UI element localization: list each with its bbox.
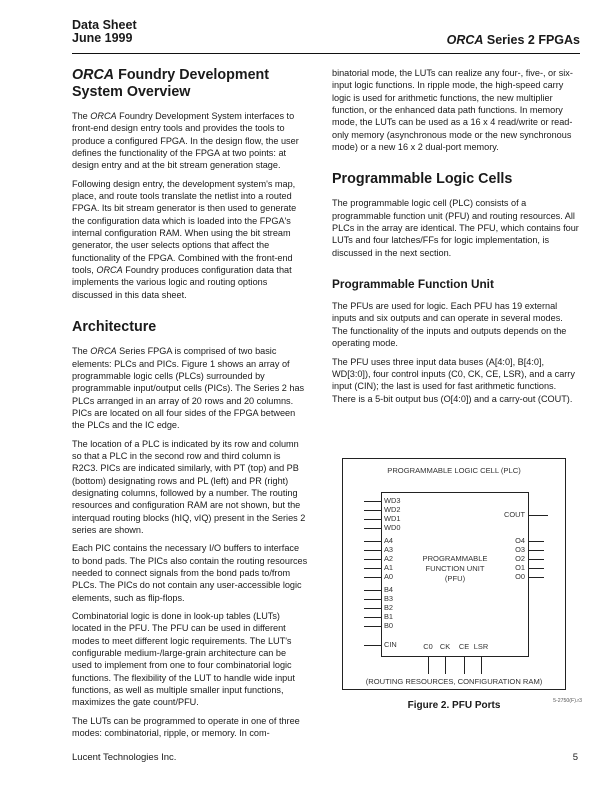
figure-caption: Figure 2. PFU Ports — [407, 700, 501, 711]
pin-label-o0: O0 — [515, 572, 525, 581]
pin-label-b0: B0 — [384, 621, 394, 630]
pin-line-c0 — [428, 656, 429, 674]
section-title-pfu: Programmable Function Unit — [332, 277, 494, 292]
paragraph: The location of a PLC is indicated by its row and column so that a PLC in the second row and third column is R2C3. PICs are indicated similarly, with PT (top) and PB (bottom) designating rows and PL (left) and PR (right) designating columns, followed by a number. The routing resources and configuration RAM are not shown, but the interquad routing blocks (hIQ, vIQ) present in the Series 2 series are shown. — [72, 438, 306, 535]
text-italic: ORCA — [90, 346, 117, 357]
text: The — [72, 346, 91, 357]
paragraph: The PFU uses three input data buses (A[4:0], B[4:0], WD[3:0]), four control inputs (C0, CK, CE, LSR), and a carry input (CIN); the last is used for fast arithmetic functions. There is a 5-bit output bus (O[4:0]) and a carry-out (COUT). — [332, 356, 575, 404]
pfu-label-line: PROGRAMMABLE — [422, 554, 488, 563]
pin-label-wd3: WD3 — [384, 496, 401, 505]
text-italic: ORCA — [96, 265, 123, 276]
pin-line-ck — [445, 656, 446, 674]
paragraph: The programmable logic cell (PLC) consists of a programmable function unit (PFU) and routing resources. All PLCs in the array are identical. The PFU, which contains four LUTs and four latches/FFs for logic implementation, is discussed in the next section. — [332, 198, 579, 258]
figure-code: 5-2750(F).r3 — [553, 698, 582, 704]
pin-label-o1: O1 — [515, 563, 525, 572]
pin-line-wd0 — [364, 528, 381, 529]
text: The — [72, 111, 91, 121]
pfu-label-line: FUNCTION UNIT — [425, 564, 485, 573]
pin-line-cout — [528, 515, 548, 516]
paragraph: The LUTs can be programmed to operate in one of three modes: combinatorial, ripple, or memory. In com- — [72, 715, 300, 739]
paragraph: The PFUs are used for logic. Each PFU has 19 external inputs and six outputs and can operate in several modes. The functionality of the inputs and outputs depends on the operating mode. — [332, 301, 567, 349]
pin-label-a1: A1 — [384, 563, 394, 572]
pin-line-wd3 — [364, 501, 381, 502]
right-column — [332, 67, 580, 411]
title-rest: Foundry Development System Overview — [72, 67, 270, 100]
pin-line-wd2 — [364, 510, 381, 511]
section-title-plc: Programmable Logic Cells — [332, 171, 513, 188]
pin-line-b3 — [364, 599, 381, 600]
pin-line-b2 — [364, 608, 381, 609]
pin-label-cin: CIN — [384, 640, 397, 649]
pin-label-b3: B3 — [384, 594, 394, 603]
product-name-rest: Series 2 FPGAs — [483, 33, 580, 47]
plc-title: PROGRAMMABLE LOGIC CELL (PLC) — [387, 466, 521, 475]
pin-label-b1: B1 — [384, 612, 394, 621]
pin-line-b4 — [364, 590, 381, 591]
pin-line-o0 — [528, 577, 544, 578]
pfu-label — [381, 554, 529, 584]
pin-line-b1 — [364, 617, 381, 618]
pin-label-wd1: WD1 — [384, 514, 401, 523]
section-title-architecture: Architecture — [72, 319, 157, 336]
pin-line-wd1 — [364, 519, 381, 520]
paragraph — [72, 110, 308, 172]
doc-date: June 1999 — [72, 31, 133, 45]
footer-company: Lucent Technologies Inc. — [72, 752, 177, 763]
pin-line-lsr — [481, 656, 482, 674]
paragraph — [72, 345, 308, 431]
pin-label-o4: O4 — [515, 536, 525, 545]
header-rule — [72, 53, 580, 54]
left-column — [72, 67, 308, 745]
routing-resources-label: (ROUTING RESOURCES, CONFIGURATION RAM) — [365, 677, 543, 686]
pin-line-a0 — [364, 577, 381, 578]
pin-label-a3: A3 — [384, 545, 394, 554]
paragraph: binatorial mode, the LUTs can realize any four-, five-, or six-input logic functions. In ripple mode, the high-speed carry logic is used for arithmetic functions, the new multiplier function, or the enhanced data path functions. In memory mode, the LUTs can be used as a 16 x 4 read/write or read-only memory (asynchronous mode or the new synchronous mode) or a new 16 x 2 dual-port memory. — [332, 68, 573, 153]
pin-line-ce — [464, 656, 465, 674]
text: Series FPGA is comprised of two basic elements: PLCs and PICs. Figure 1 shows an array of programmable logic cells (PLCs) surrounded by programmable input/output cells (PICs). The Series 2 has PLCs arranged in an array of 20 rows and 20 columns. PICs are located on all four sides of the FPGA between the PLCs and the IC edge. — [72, 346, 305, 431]
pin-line-a1 — [364, 568, 381, 569]
pin-label-a4: A4 — [384, 536, 394, 545]
pin-line-a4 — [364, 541, 381, 542]
pfu-label-line: (PFU) — [444, 574, 466, 583]
pin-label-a2: A2 — [384, 554, 394, 563]
page-number: 5 — [572, 752, 578, 763]
pin-label-wd2: WD2 — [384, 505, 401, 514]
pin-line-a3 — [364, 550, 381, 551]
running-header-right — [447, 34, 580, 47]
pin-label-c0: C0 — [423, 642, 433, 651]
section-title-foundry — [72, 67, 308, 101]
pin-label-a0: A0 — [384, 572, 394, 581]
product-name-italic: ORCA — [446, 33, 484, 47]
pin-line-cin — [364, 645, 381, 646]
pin-label-b4: B4 — [384, 585, 394, 594]
pin-label-o2: O2 — [515, 554, 525, 563]
pin-label-b2: B2 — [384, 603, 394, 612]
pin-label-cout: COUT — [504, 510, 525, 519]
text: Foundry Development System interfaces to front-end design entry tools and provides the tools to produce a configured FPGA. In the design flow, the user defines the functionality of the FPGA at two points: at design entry and at the bit stream generation stage. — [72, 111, 299, 171]
pin-line-o4 — [528, 541, 544, 542]
text: Following design entry, the development system's map, place, and route tools translate the netlist into a routed FPGA. Its bit stream generator is then used to generate the configuration data which is loaded into the FPGA's internal configuration RAM. When using the bit stream generator, the user selects options that affect the functionality of the FPGA. Combined with the front-end tools, — [72, 178, 297, 276]
paragraph: Each PIC contains the necessary I/O buffers to interface to bond pads. The PICs also contain the routing resources needed to connect signals from the bond pads to/from PLCs. The PICs do not contain any user-accessible logic elements, such as flip-flops. — [72, 543, 308, 603]
text: Foundry produces configuration data that implements the various logic and routing options discussed in this data sheet. — [72, 265, 292, 300]
paragraph — [72, 178, 308, 301]
pin-line-a2 — [364, 559, 381, 560]
running-header-left — [72, 19, 137, 45]
pin-line-o2 — [528, 559, 544, 560]
title-italic: ORCA — [72, 67, 115, 83]
pin-label-wd0: WD0 — [384, 523, 401, 532]
pin-line-o3 — [528, 550, 544, 551]
doc-type: Data Sheet — [72, 18, 137, 32]
pin-label-lsr: LSR — [473, 642, 489, 651]
pin-label-ce: CE — [458, 642, 470, 651]
pin-label-ck: CK — [439, 642, 451, 651]
paragraph: Combinatorial logic is done in look-up tables (LUTs) located in the PFU. The PFU can be used in different modes to meet different logic requirements. The LUT's configurable medium-/large-grain architecture can be used to implement from one to four combinatorial logic functions. The flexibility of the LUT to handle wide input functions, as well as multiple smaller input functions, maximizes the gate count/PFU. — [72, 611, 295, 708]
text-italic: ORCA — [90, 111, 117, 121]
pin-label-o3: O3 — [515, 545, 525, 554]
pin-line-b0 — [364, 626, 381, 627]
pin-line-o1 — [528, 568, 544, 569]
